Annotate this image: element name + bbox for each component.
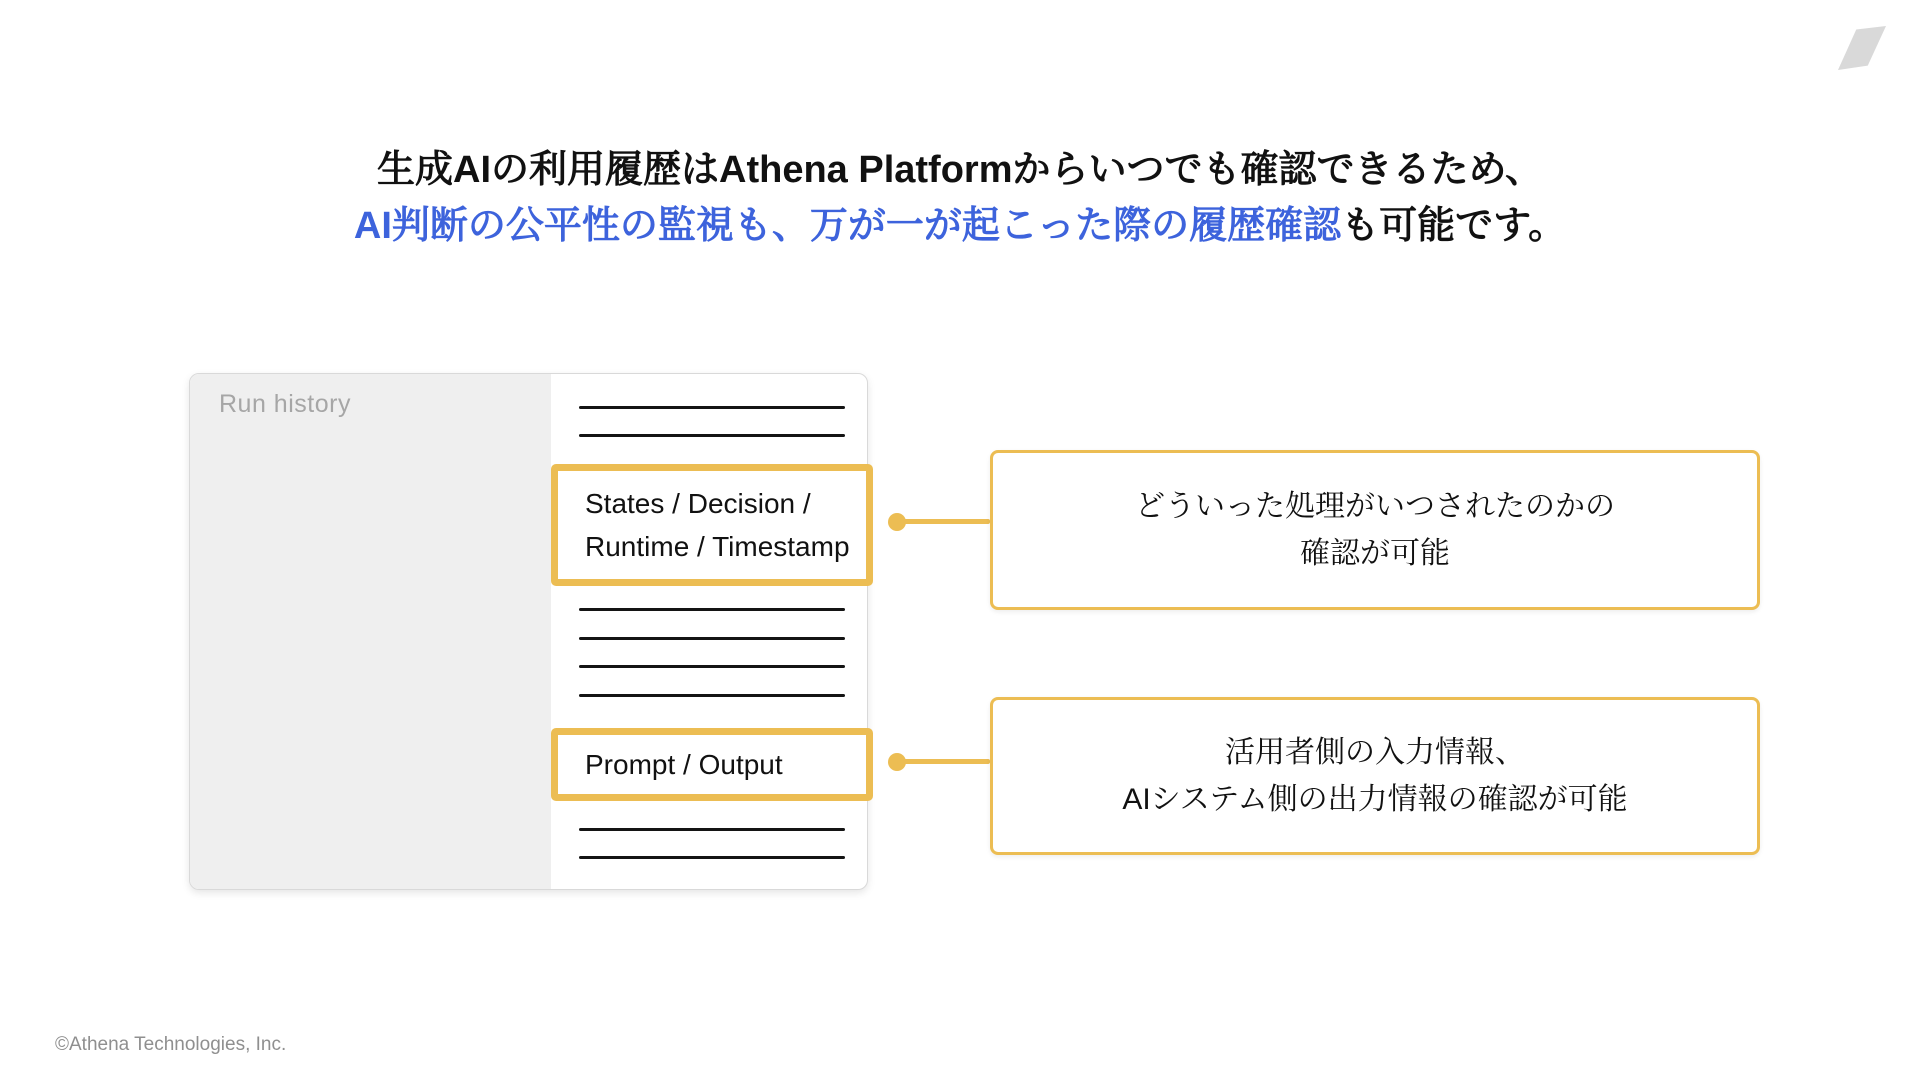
title-line-1: 生成AIの利用履歴はAthena Platformからいつでも確認できるため、 xyxy=(377,149,1543,191)
athena-logo-mark xyxy=(1838,26,1886,70)
states-decision-label-line-1: States / Decision / xyxy=(585,488,811,519)
callout-2-line-2: AIシステム側の出力情報の確認が可能 xyxy=(1122,783,1628,816)
prompt-output-label: Prompt / Output xyxy=(585,749,783,780)
redacted-line xyxy=(579,434,845,437)
callout-box-prompt-output xyxy=(990,697,1760,855)
callout-2-line-1: 活用者側の入力情報、 xyxy=(1225,736,1525,769)
redacted-line xyxy=(579,856,845,859)
redacted-line xyxy=(579,694,845,697)
redacted-line xyxy=(579,608,845,611)
callout-1-line-1: どういった処理がいつされたのかの xyxy=(1135,490,1615,523)
run-history-sidebar xyxy=(190,374,551,889)
redacted-line xyxy=(579,828,845,831)
prompt-output-highlight-box xyxy=(551,728,873,801)
states-decision-highlight-box xyxy=(551,464,873,586)
run-history-panel xyxy=(189,373,868,890)
title-line-2-highlight: AI判断の公平性の監視も、万が一が起こった際の履歴確認 xyxy=(353,205,1342,247)
connector-line-2 xyxy=(897,759,990,764)
callout-1-line-2: 確認が可能 xyxy=(1300,537,1450,570)
connector-line-1 xyxy=(897,519,990,524)
footer-copyright: ©Athena Technologies, Inc. xyxy=(55,1034,287,1055)
states-decision-label-line-2: Runtime / Timestamp xyxy=(585,531,850,562)
title-line-2 xyxy=(0,198,1920,254)
slide-title xyxy=(0,142,1920,254)
redacted-line xyxy=(579,637,845,640)
callout-box-states-decision xyxy=(990,450,1760,610)
redacted-line xyxy=(579,406,845,409)
title-line-2-rest: も可能です。 xyxy=(1341,205,1567,247)
redacted-line xyxy=(579,665,845,668)
run-history-label: Run history xyxy=(219,390,351,418)
